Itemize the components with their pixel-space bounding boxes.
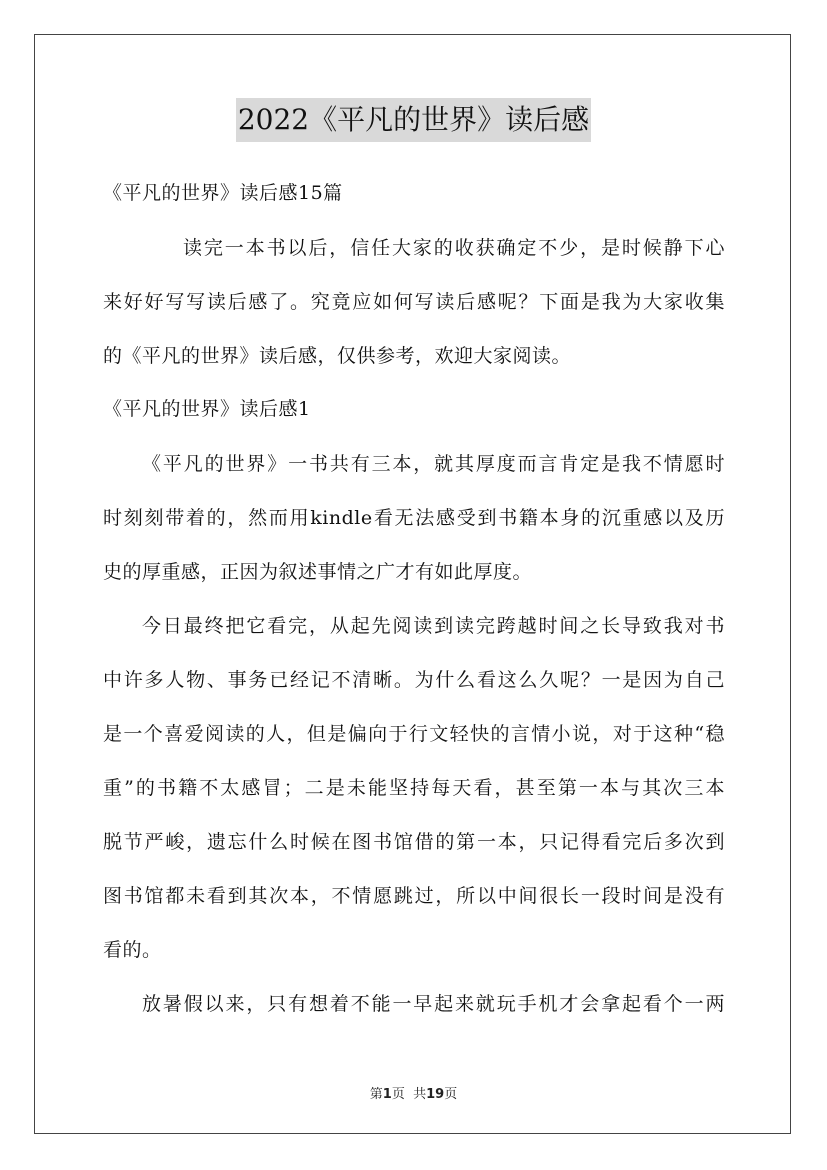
body-line: 中许多人物、事务已经记不清晰。为什么看这么久呢？一是因为自己 xyxy=(103,669,725,691)
footer-prefix: 第 xyxy=(369,1087,383,1102)
body-line: 《平凡的世界》一书共有三本，就其厚度而言肯定是我不情愿时 xyxy=(142,453,725,475)
page-footer xyxy=(0,1083,827,1102)
body-line: 放暑假以来，只有想着不能一早起来就玩手机才会拿起看个一两 xyxy=(142,993,725,1015)
body-line: 重”的书籍不太感冒；二是未能坚持每天看，甚至第一本与其次三本 xyxy=(103,777,725,799)
document-title: 2022《平凡的世界》读后感 xyxy=(236,98,591,142)
footer-middle: 页 共 xyxy=(391,1087,427,1102)
body-line: 读完一本书以后，信任大家的收获确定不少，是时候静下心 xyxy=(183,237,725,259)
footer-suffix: 页 xyxy=(444,1087,458,1102)
body-line: 是一个喜爱阅读的人，但是偏向于行文轻快的言情小说，对于这种“稳 xyxy=(103,723,725,745)
title-container xyxy=(0,98,827,142)
footer-total-pages: 19 xyxy=(426,1087,445,1102)
body-line: 史的厚重感，正因为叙述事情之广才有如此厚度。 xyxy=(103,561,533,583)
section-heading: 《平凡的世界》读后感1 xyxy=(103,398,311,420)
body-line: 时刻刻带着的，然而用kindle看无法感受到书籍本身的沉重感以及历 xyxy=(103,507,725,529)
subtitle-line: 《平凡的世界》读后感15篇 xyxy=(103,182,343,204)
body-line: 来好好写写读后感了。究竟应如何写读后感呢？下面是我为大家收集 xyxy=(103,291,725,313)
body-line: 看的。 xyxy=(103,939,162,961)
body-line: 今日最终把它看完，从起先阅读到读完跨越时间之长导致我对书 xyxy=(142,615,725,637)
body-line: 的《平凡的世界》读后感，仅供参考，欢迎大家阅读。 xyxy=(103,345,572,367)
body-line: 脱节严峻，遗忘什么时候在图书馆借的第一本，只记得看完后多次到 xyxy=(103,831,725,853)
body-line: 图书馆都未看到其次本，不情愿跳过，所以中间很长一段时间是没有 xyxy=(103,885,725,907)
footer-page-number: 1 xyxy=(382,1087,392,1102)
